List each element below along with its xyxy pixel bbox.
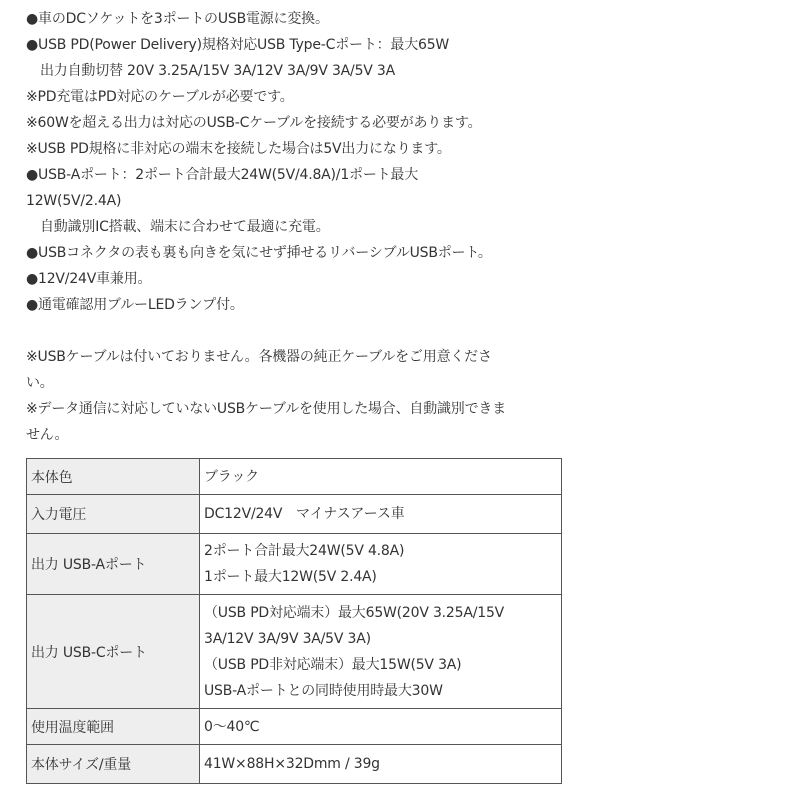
notice-line: ※データ通信に対応していないUSBケーブルを使用した場合、自動識別できま xyxy=(26,401,507,417)
spec-value-line: DC12V/24V マイナスアース車 xyxy=(204,506,405,522)
spec-label: 入力電圧 xyxy=(27,495,200,534)
spec-row-usb-c-output xyxy=(27,595,562,709)
spec-value-line: （USB PD対応端末）最大65W(20V 3.25A/15V xyxy=(204,604,505,621)
spec-label: 本体サイズ/重量 xyxy=(27,745,200,784)
notice-line: せん。 xyxy=(26,427,69,443)
feature-line: ●12V/24V車兼用。 xyxy=(26,271,152,287)
feature-line: 自動識別IC搭載、端末に合わせて最適に充電。 xyxy=(40,219,330,235)
spec-value xyxy=(200,745,562,784)
note-line: ※USB PD規格に非対応の端末を接続した場合は5V出力になります。 xyxy=(26,141,451,157)
feature-line: ●USBコネクタの表も裏も向きを気にせず挿せるリバーシブルUSBポート。 xyxy=(26,245,492,261)
feature-line: 12W(5V/2.4A) xyxy=(26,193,122,209)
spec-row-size-weight xyxy=(27,745,562,784)
spec-row-input-voltage xyxy=(27,495,562,534)
spec-value-line: 2ポート合計最大24W(5V 4.8A) xyxy=(204,543,405,559)
spec-value-line: ブラック xyxy=(204,468,259,485)
spec-row-usb-a-output xyxy=(27,534,562,595)
spec-label: 本体色 xyxy=(27,459,200,495)
spec-value-line: USB-Aポートとの同時使用時最大30W xyxy=(204,682,443,699)
spec-value-line: （USB PD非対応端末）最大15W(5V 3A) xyxy=(204,656,462,673)
feature-line: ●USB-Aポート：2ポート合計最大24W(5V/4.8A)/1ポート最大 xyxy=(26,167,419,183)
feature-line: ●車のDCソケットを3ポートのUSB電源に変換。 xyxy=(26,11,329,27)
spec-row-temperature xyxy=(27,709,562,745)
spec-value xyxy=(200,595,562,709)
product-description xyxy=(26,6,566,448)
feature-line: ●通電確認用ブルーLEDランプ付。 xyxy=(26,297,244,313)
spec-value-line: 1ポート最大12W(5V 2.4A) xyxy=(204,569,377,585)
spec-value-line: 41W×88H×32Dmm / 39g xyxy=(204,756,380,772)
notice-line: い。 xyxy=(26,375,54,391)
spec-value xyxy=(200,534,562,595)
spec-label: 使用温度範囲 xyxy=(27,709,200,745)
note-line: ※60Wを超える出力は対応のUSB-Cケーブルを接続する必要があります。 xyxy=(26,115,482,131)
feature-line: 出力自動切替 20V 3.25A/15V 3A/12V 3A/9V 3A/5V 3A xyxy=(40,63,395,79)
notice-line: ※USBケーブルは付いておりません。各機器の純正ケーブルをご用意くださ xyxy=(26,349,492,365)
spec-value-line: 3A/12V 3A/9V 3A/5V 3A) xyxy=(204,630,371,647)
spacer xyxy=(26,318,566,344)
spec-value xyxy=(200,459,562,495)
spec-label: 出力 USB-Cポート xyxy=(27,595,200,709)
spec-value xyxy=(200,709,562,745)
spec-row-color xyxy=(27,459,562,495)
spec-value xyxy=(200,495,562,534)
spec-value-line: 0～40℃ xyxy=(204,718,260,735)
feature-line: ●USB PD(Power Delivery)規格対応USB Type-Cポート：最大65W xyxy=(26,37,450,53)
note-line: ※PD充電はPD対応のケーブルが必要です。 xyxy=(26,89,294,105)
spec-table xyxy=(26,458,562,784)
spec-label: 出力 USB-Aポート xyxy=(27,534,200,595)
